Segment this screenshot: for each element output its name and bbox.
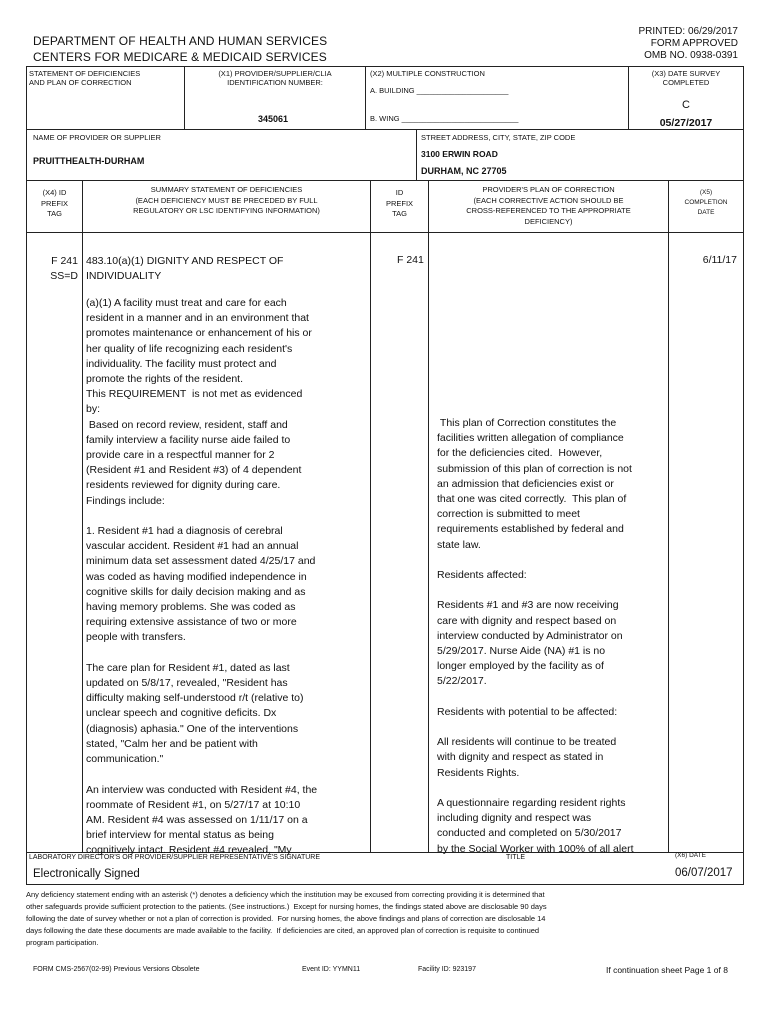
x4-header-3: TAG — [47, 209, 62, 218]
plan-header-1: PROVIDER'S PLAN OF CORRECTION — [482, 185, 615, 194]
title-label: TITLE — [506, 854, 526, 861]
centers-name: CENTERS FOR MEDICARE & MEDICAID SERVICES — [33, 50, 327, 64]
facility-id: Facility ID: 923197 — [418, 966, 476, 973]
provider-name-label: NAME OF PROVIDER OR SUPPLIER — [33, 133, 161, 142]
plan-header-2: (EACH CORRECTIVE ACTION SHOULD BE — [473, 195, 624, 205]
signature-value: Electronically Signed — [33, 868, 140, 880]
omb-number: OMB NO. 0938-0391 — [644, 50, 738, 61]
x5-header-1: (X5) — [699, 189, 713, 196]
x4-header-1: (X4) ID — [42, 188, 67, 197]
x1-label-2: IDENTIFICATION NUMBER: — [227, 78, 323, 87]
street-address-line-1: 3100 ERWIN ROAD — [421, 149, 498, 159]
street-address-label: STREET ADDRESS, CITY, STATE, ZIP CODE — [421, 133, 576, 142]
x1-label-1: (X1) PROVIDER/SUPPLIER/CLIA — [218, 69, 332, 78]
signature-label: LABORATORY DIRECTOR'S OR PROVIDER/SUPPLIER REPRESENTATIVE'S SIGNATURE — [29, 854, 321, 861]
form-approved: FORM APPROVED — [650, 38, 738, 49]
event-id: Event ID: YYMN11 — [302, 966, 361, 973]
x2-wing: B. WING ____________________________ — [370, 114, 519, 123]
deficiency-summary-text: (a)(1) A facility must treat and care for each resident in a manner and in an environment that promotes maintenance or enhancement of his or her quality of life recognizing each resident's individuality. The facility must protect and promote the rights of the resident. This REQUIREMENT is not met as evidenced by: Based on record review, resident, staff and family interview a facility nurse aide failed to provide care in a respectful manner for 2 (Resident #1 and Resident #3) of 4 dependent residents reviewed for dignity during care. Findings include: 1. Resident #1 had a diagnosis of cerebral vascular accident. Resident #1 had an annual minimum data set assessment dated 4/25/17 and was coded as having modified independence in cognitive skills for daily decision making and as having memory problems. She was coded as requiring extensive assistance of two or more people with transfers. The care plan for Resident #1, dated as last updated on 5/8/17, revealed, "Resident has difficulty making self-understood r/t (relative to) unclear speech and cognitive deficits. Dx (diagnosis) aphasia." One of the interventions stated, "Calm her and be patient with communication." An interview was conducted with Resident #4, the roommate of Resident #1, on 5/27/17 at 10:10 AM. Resident #4 was assessed on 1/11/17 on a brief interview for mental status as being cognitively intact. Resident #4 revealed, "My — [86, 297, 318, 857]
summary-header-3: REGULATORY OR LSC IDENTIFYING INFORMATION) — [133, 206, 320, 215]
page-number: If continuation sheet Page 1 of 8 — [606, 965, 728, 975]
completion-date: 6/11/17 — [702, 254, 737, 266]
footnote-disclaimer: Any deficiency statement ending with an asterisk (*) denotes a deficiency which the institution may be excused from correcting providing it is determined that other safeguards provide sufficient protection to the patients. (See instructions.) Except for nursing homes, the findings stated above are disclosable 90 days following the date of survey whether or not a plan of correction is provided. For nursing homes, the above findings and plans of correction are disclosable 14 days following the date these documents are made available to the facility. If deficiencies are cited, an approved plan of correction is requisite to continued program participation. — [26, 890, 547, 947]
id-header-2: PREFIX — [385, 198, 414, 208]
x4-header-2: PREFIX — [40, 198, 69, 208]
plan-header-3: CROSS-REFERENCED TO THE APPROPRIATE — [466, 206, 631, 215]
provider-name: PRUITTHEALTH-DURHAM — [33, 156, 145, 166]
x5-header-3: DATE — [697, 209, 715, 216]
scope-severity: SS=D — [50, 270, 78, 283]
plan-header-4: DEFICIENCY) — [524, 216, 573, 226]
summary-header-2: (EACH DEFICIENCY MUST BE PRECEDED BY FULL — [135, 195, 318, 205]
summary-header-1: SUMMARY STATEMENT OF DEFICIENCIES — [150, 185, 303, 194]
street-address-line-2: DURHAM, NC 27705 — [421, 166, 507, 176]
x3-completed-code: C — [682, 99, 690, 111]
x3-survey-date: 05/27/2017 — [659, 117, 713, 129]
x2-label: (X2) MULTIPLE CONSTRUCTION — [370, 69, 485, 78]
id-header-1: ID — [395, 188, 404, 197]
form-number: FORM CMS-2567(02-99) Previous Versions Obsolete — [33, 966, 200, 973]
printed-date: PRINTED: 06/29/2017 — [638, 26, 738, 37]
department-name: DEPARTMENT OF HEALTH AND HUMAN SERVICES — [33, 34, 328, 48]
x5-header-2: COMPLETION — [684, 199, 728, 206]
deficiency-title-2: INDIVIDUALITY — [86, 270, 162, 283]
x2-building: A. BUILDING ______________________ — [370, 86, 509, 95]
x6-date-label: (X6) DATE — [675, 852, 706, 859]
statement-label-1: STATEMENT OF DEFICIENCIES — [29, 69, 141, 78]
deficiency-title-1: 483.10(a)(1) DIGNITY AND RESPECT OF — [86, 255, 284, 267]
plan-tag: F 241 — [397, 254, 424, 266]
statement-label-2: AND PLAN OF CORRECTION — [29, 78, 132, 87]
plan-of-correction-text: This plan of Correction constitutes the facilities written allegation of compliance for the deficiencies cited. However, submission of this plan of correction is not an admission that deficiencies exist or that one was cited correctly. This plan of correction is submitted to meet requirements established by federal and state law. Residents affected: Residents #1 and #3 are now receiving care with dignity and respect based on interview conducted by Administrator on 5/29/2017. Nurse Aide (NA) #1 is no longer employed by the facility as of 5/22/2017. Residents with potential to be affected: All residents will continue to be treated with dignity and respect as stated in Residents Rights. A questionnaire regarding resident rights including dignity and respect was conducted and completed on 5/30/2017 by the Social Worker with 100% of all alert — [437, 417, 634, 855]
deficiency-tag: F 241 — [51, 255, 78, 267]
provider-id-number: 345061 — [258, 114, 289, 124]
signature-date: 06/07/2017 — [675, 867, 733, 879]
id-header-3: TAG — [392, 209, 407, 218]
x3-label-1: (X3) DATE SURVEY — [651, 69, 721, 78]
x3-label-2: COMPLETED — [662, 78, 710, 87]
